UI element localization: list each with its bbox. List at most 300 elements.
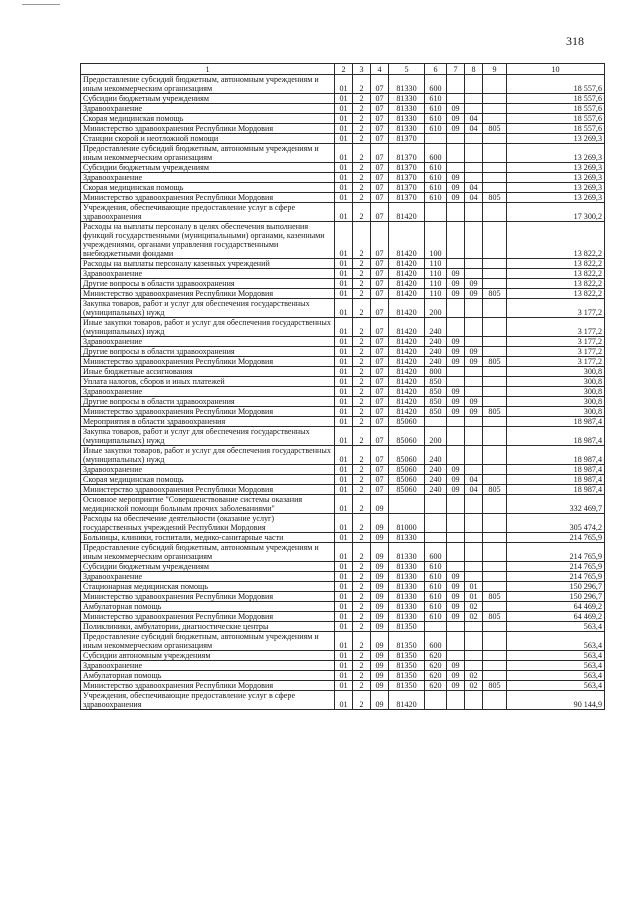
row-name-cell: Министерство здравоохранения Республики Мордовия xyxy=(81,289,335,299)
subsection-code-cell: 04 xyxy=(465,193,483,203)
program-code-cell: 01 xyxy=(335,104,353,114)
direction-code-cell: 81420 xyxy=(389,279,425,289)
expense-type-code-cell: 240 xyxy=(425,318,447,337)
expense-type-code-cell: 610 xyxy=(425,183,447,193)
subprogram-code-cell: 2 xyxy=(353,163,371,173)
expense-type-code-cell xyxy=(425,203,447,222)
program-code-cell: 01 xyxy=(335,612,353,622)
section-code-cell: 09 xyxy=(447,592,465,602)
subsection-code-cell: 09 xyxy=(465,357,483,367)
ministry-code-cell xyxy=(483,495,507,514)
section-code-cell xyxy=(447,533,465,543)
direction-code-cell: 81420 xyxy=(389,357,425,367)
subsection-code-cell xyxy=(465,622,483,632)
section-code-cell: 09 xyxy=(447,407,465,417)
table-row xyxy=(81,269,605,279)
event-code-cell: 07 xyxy=(371,318,389,337)
event-code-cell: 09 xyxy=(371,582,389,592)
event-code-cell: 07 xyxy=(371,289,389,299)
table-header-row xyxy=(81,64,605,75)
subsection-code-cell: 09 xyxy=(465,407,483,417)
row-name-cell: Здравоохранение xyxy=(81,337,335,347)
subsection-code-cell: 09 xyxy=(465,347,483,357)
program-code-cell: 01 xyxy=(335,347,353,357)
ministry-code-cell xyxy=(483,572,507,582)
section-code-cell xyxy=(447,377,465,387)
direction-code-cell: 81330 xyxy=(389,602,425,612)
subsection-code-cell xyxy=(465,163,483,173)
table-row xyxy=(81,485,605,495)
amount-cell: 18 987,4 xyxy=(507,485,605,495)
row-name-cell: Министерство здравоохранения Республики Мордовия xyxy=(81,124,335,134)
amount-cell: 3 177,2 xyxy=(507,318,605,337)
direction-code-cell: 81420 xyxy=(389,203,425,222)
direction-code-cell: 81330 xyxy=(389,124,425,134)
subprogram-code-cell: 2 xyxy=(353,367,371,377)
program-code-cell: 01 xyxy=(335,269,353,279)
amount-cell: 13 269,3 xyxy=(507,144,605,163)
amount-cell: 13 822,2 xyxy=(507,279,605,289)
ministry-code-cell xyxy=(483,514,507,533)
subsection-code-cell xyxy=(465,632,483,651)
direction-code-cell: 81370 xyxy=(389,144,425,163)
expense-type-code-cell xyxy=(425,533,447,543)
row-name-cell: Субсидии бюджетным учреждениям xyxy=(81,94,335,104)
direction-code-cell: 81350 xyxy=(389,622,425,632)
ministry-code-cell xyxy=(483,203,507,222)
column-header: 10 xyxy=(507,64,605,75)
subsection-code-cell xyxy=(465,367,483,377)
event-code-cell: 07 xyxy=(371,387,389,397)
subprogram-code-cell: 2 xyxy=(353,495,371,514)
row-name-cell: Министерство здравоохранения Республики Мордовия xyxy=(81,357,335,367)
table-row xyxy=(81,602,605,612)
subsection-code-cell xyxy=(465,387,483,397)
direction-code-cell: 81330 xyxy=(389,543,425,562)
subprogram-code-cell: 2 xyxy=(353,357,371,367)
amount-cell: 563,4 xyxy=(507,681,605,691)
row-name-cell: Министерство здравоохранения Республики Мордовия xyxy=(81,612,335,622)
direction-code-cell: 81330 xyxy=(389,75,425,94)
expense-type-code-cell: 610 xyxy=(425,582,447,592)
row-name-cell: Иные закупки товаров, работ и услуг для обеспечения государственных (муниципальных) нужд xyxy=(81,446,335,465)
direction-code-cell xyxy=(389,495,425,514)
expense-type-code-cell: 610 xyxy=(425,104,447,114)
amount-cell: 18 987,4 xyxy=(507,446,605,465)
subprogram-code-cell: 2 xyxy=(353,407,371,417)
event-code-cell: 07 xyxy=(371,397,389,407)
subsection-code-cell xyxy=(465,269,483,279)
ministry-code-cell xyxy=(483,259,507,269)
direction-code-cell: 81370 xyxy=(389,193,425,203)
subsection-code-cell xyxy=(465,465,483,475)
section-code-cell xyxy=(447,318,465,337)
direction-code-cell: 81330 xyxy=(389,533,425,543)
amount-cell: 13 269,3 xyxy=(507,163,605,173)
program-code-cell: 01 xyxy=(335,203,353,222)
expense-type-code-cell: 600 xyxy=(425,543,447,562)
table-row xyxy=(81,562,605,572)
subprogram-code-cell: 2 xyxy=(353,387,371,397)
event-code-cell: 09 xyxy=(371,651,389,661)
amount-cell: 3 177,2 xyxy=(507,299,605,318)
program-code-cell: 01 xyxy=(335,124,353,134)
event-code-cell: 09 xyxy=(371,572,389,582)
subprogram-code-cell: 2 xyxy=(353,417,371,427)
expense-type-code-cell: 240 xyxy=(425,465,447,475)
table-row xyxy=(81,582,605,592)
subprogram-code-cell: 2 xyxy=(353,514,371,533)
ministry-code-cell xyxy=(483,222,507,259)
subsection-code-cell xyxy=(465,299,483,318)
amount-cell: 300,8 xyxy=(507,387,605,397)
ministry-code-cell xyxy=(483,582,507,592)
row-name-cell: Другие вопросы в области здравоохранения xyxy=(81,347,335,357)
program-code-cell: 01 xyxy=(335,387,353,397)
subsection-code-cell xyxy=(465,134,483,144)
program-code-cell: 01 xyxy=(335,622,353,632)
amount-cell: 563,4 xyxy=(507,622,605,632)
direction-code-cell: 81370 xyxy=(389,134,425,144)
expense-type-code-cell: 610 xyxy=(425,193,447,203)
subprogram-code-cell: 2 xyxy=(353,533,371,543)
amount-cell: 300,8 xyxy=(507,407,605,417)
table-row xyxy=(81,612,605,622)
event-code-cell: 07 xyxy=(371,259,389,269)
amount-cell: 563,4 xyxy=(507,651,605,661)
program-code-cell: 01 xyxy=(335,377,353,387)
table-row xyxy=(81,387,605,397)
row-name-cell: Закупка товаров, работ и услуг для обеспечения государственных (муниципальных) нужд xyxy=(81,299,335,318)
amount-cell: 64 469,2 xyxy=(507,612,605,622)
section-code-cell: 09 xyxy=(447,661,465,671)
ministry-code-cell: 805 xyxy=(483,193,507,203)
event-code-cell: 07 xyxy=(371,417,389,427)
table-row xyxy=(81,407,605,417)
budget-table xyxy=(80,63,605,710)
program-code-cell: 01 xyxy=(335,681,353,691)
direction-code-cell: 81420 xyxy=(389,222,425,259)
subsection-code-cell xyxy=(465,94,483,104)
ministry-code-cell xyxy=(483,543,507,562)
page-number: 318 xyxy=(566,34,584,48)
expense-type-code-cell: 620 xyxy=(425,651,447,661)
amount-cell: 13 269,3 xyxy=(507,193,605,203)
subsection-code-cell xyxy=(465,651,483,661)
program-code-cell: 01 xyxy=(335,163,353,173)
row-name-cell: Основное мероприятие "Совершенствование системы оказания медицинской помощи больным прочих заболеваниями" xyxy=(81,495,335,514)
expense-type-code-cell: 100 xyxy=(425,222,447,259)
expense-type-code-cell: 200 xyxy=(425,427,447,446)
direction-code-cell: 81330 xyxy=(389,94,425,104)
section-code-cell: 09 xyxy=(447,104,465,114)
amount-cell: 300,8 xyxy=(507,377,605,387)
amount-cell: 13 269,3 xyxy=(507,173,605,183)
row-name-cell: Скорая медицинская помощь xyxy=(81,183,335,193)
program-code-cell: 01 xyxy=(335,144,353,163)
subprogram-code-cell: 2 xyxy=(353,651,371,661)
subsection-code-cell xyxy=(465,259,483,269)
subprogram-code-cell: 2 xyxy=(353,318,371,337)
event-code-cell: 07 xyxy=(371,104,389,114)
direction-code-cell: 85060 xyxy=(389,417,425,427)
subprogram-code-cell: 2 xyxy=(353,475,371,485)
table-row xyxy=(81,446,605,465)
section-code-cell xyxy=(447,691,465,710)
direction-code-cell: 85060 xyxy=(389,485,425,495)
expense-type-code-cell: 110 xyxy=(425,289,447,299)
amount-cell: 214 765,9 xyxy=(507,572,605,582)
subprogram-code-cell: 2 xyxy=(353,397,371,407)
column-header: 1 xyxy=(81,64,335,75)
program-code-cell: 01 xyxy=(335,446,353,465)
event-code-cell: 09 xyxy=(371,681,389,691)
event-code-cell: 09 xyxy=(371,592,389,602)
subprogram-code-cell: 2 xyxy=(353,183,371,193)
table-row xyxy=(81,114,605,124)
subprogram-code-cell: 2 xyxy=(353,543,371,562)
direction-code-cell: 81420 xyxy=(389,377,425,387)
expense-type-code-cell: 610 xyxy=(425,602,447,612)
ministry-code-cell xyxy=(483,632,507,651)
row-name-cell: Другие вопросы в области здравоохранения xyxy=(81,279,335,289)
subprogram-code-cell: 2 xyxy=(353,134,371,144)
event-code-cell: 07 xyxy=(371,485,389,495)
table-row xyxy=(81,427,605,446)
ministry-code-cell xyxy=(483,144,507,163)
amount-cell: 18 557,6 xyxy=(507,94,605,104)
program-code-cell: 01 xyxy=(335,495,353,514)
column-header: 8 xyxy=(465,64,483,75)
row-name-cell: Министерство здравоохранения Республики Мордовия xyxy=(81,407,335,417)
row-name-cell: Больницы, клиники, госпитали, медико-санитарные части xyxy=(81,533,335,543)
section-code-cell: 09 xyxy=(447,397,465,407)
ministry-code-cell xyxy=(483,671,507,681)
subsection-code-cell xyxy=(465,173,483,183)
section-code-cell: 09 xyxy=(447,475,465,485)
event-code-cell: 09 xyxy=(371,622,389,632)
subsection-code-cell xyxy=(465,572,483,582)
subprogram-code-cell: 2 xyxy=(353,602,371,612)
row-name-cell: Министерство здравоохранения Республики Мордовия xyxy=(81,193,335,203)
amount-cell: 17 300,2 xyxy=(507,203,605,222)
direction-code-cell: 81330 xyxy=(389,562,425,572)
column-header: 5 xyxy=(389,64,425,75)
subprogram-code-cell: 2 xyxy=(353,582,371,592)
program-code-cell: 01 xyxy=(335,318,353,337)
direction-code-cell: 85060 xyxy=(389,446,425,465)
amount-cell: 64 469,2 xyxy=(507,602,605,612)
section-code-cell: 09 xyxy=(447,114,465,124)
table-row xyxy=(81,337,605,347)
row-name-cell: Амбулаторная помощь xyxy=(81,602,335,612)
ministry-code-cell xyxy=(483,94,507,104)
section-code-cell: 09 xyxy=(447,289,465,299)
table-row xyxy=(81,124,605,134)
subsection-code-cell: 04 xyxy=(465,475,483,485)
direction-code-cell: 81420 xyxy=(389,397,425,407)
subsection-code-cell xyxy=(465,427,483,446)
section-code-cell: 09 xyxy=(447,582,465,592)
table-row xyxy=(81,465,605,475)
direction-code-cell: 81330 xyxy=(389,612,425,622)
amount-cell: 13 822,2 xyxy=(507,259,605,269)
section-code-cell xyxy=(447,299,465,318)
column-header: 2 xyxy=(335,64,353,75)
subprogram-code-cell: 2 xyxy=(353,75,371,94)
subprogram-code-cell: 2 xyxy=(353,612,371,622)
table-row xyxy=(81,533,605,543)
program-code-cell: 01 xyxy=(335,397,353,407)
subsection-code-cell: 01 xyxy=(465,582,483,592)
expense-type-code-cell: 850 xyxy=(425,377,447,387)
program-code-cell: 01 xyxy=(335,259,353,269)
subprogram-code-cell: 2 xyxy=(353,269,371,279)
program-code-cell: 01 xyxy=(335,193,353,203)
ministry-code-cell: 805 xyxy=(483,407,507,417)
direction-code-cell: 85060 xyxy=(389,475,425,485)
subsection-code-cell xyxy=(465,514,483,533)
direction-code-cell: 81420 xyxy=(389,269,425,279)
direction-code-cell: 81420 xyxy=(389,387,425,397)
expense-type-code-cell: 610 xyxy=(425,592,447,602)
amount-cell: 3 177,2 xyxy=(507,357,605,367)
direction-code-cell: 81000 xyxy=(389,514,425,533)
direction-code-cell: 81350 xyxy=(389,661,425,671)
subsection-code-cell xyxy=(465,203,483,222)
row-name-cell: Предоставление субсидий бюджетным, автономным учреждениям и иным некоммерческим организациям xyxy=(81,75,335,94)
table-row xyxy=(81,397,605,407)
direction-code-cell: 81420 xyxy=(389,318,425,337)
subprogram-code-cell: 2 xyxy=(353,124,371,134)
expense-type-code-cell: 240 xyxy=(425,446,447,465)
row-name-cell: Здравоохранение xyxy=(81,572,335,582)
program-code-cell: 01 xyxy=(335,279,353,289)
subprogram-code-cell: 2 xyxy=(353,114,371,124)
section-code-cell: 09 xyxy=(447,465,465,475)
direction-code-cell: 81330 xyxy=(389,582,425,592)
amount-cell: 18 557,6 xyxy=(507,75,605,94)
table-row xyxy=(81,661,605,671)
table-row xyxy=(81,75,605,94)
section-code-cell xyxy=(447,222,465,259)
direction-code-cell: 81420 xyxy=(389,691,425,710)
expense-type-code-cell: 620 xyxy=(425,671,447,681)
amount-cell: 214 765,9 xyxy=(507,562,605,572)
subprogram-code-cell: 2 xyxy=(353,203,371,222)
ministry-code-cell xyxy=(483,173,507,183)
direction-code-cell: 81420 xyxy=(389,337,425,347)
event-code-cell: 09 xyxy=(371,533,389,543)
program-code-cell: 01 xyxy=(335,514,353,533)
subprogram-code-cell: 2 xyxy=(353,562,371,572)
ministry-code-cell xyxy=(483,318,507,337)
table-row xyxy=(81,134,605,144)
amount-cell: 18 557,6 xyxy=(507,104,605,114)
expense-type-code-cell xyxy=(425,134,447,144)
section-code-cell: 09 xyxy=(447,337,465,347)
event-code-cell: 07 xyxy=(371,173,389,183)
expense-type-code-cell xyxy=(425,514,447,533)
event-code-cell: 07 xyxy=(371,279,389,289)
column-header: 7 xyxy=(447,64,465,75)
subsection-code-cell xyxy=(465,377,483,387)
event-code-cell: 09 xyxy=(371,671,389,681)
program-code-cell: 01 xyxy=(335,289,353,299)
amount-cell: 305 474,2 xyxy=(507,514,605,533)
expense-type-code-cell: 110 xyxy=(425,259,447,269)
section-code-cell: 09 xyxy=(447,124,465,134)
ministry-code-cell xyxy=(483,269,507,279)
subprogram-code-cell: 2 xyxy=(353,632,371,651)
ministry-code-cell xyxy=(483,104,507,114)
program-code-cell: 01 xyxy=(335,94,353,104)
expense-type-code-cell xyxy=(425,495,447,514)
section-code-cell: 09 xyxy=(447,681,465,691)
table-row xyxy=(81,279,605,289)
event-code-cell: 09 xyxy=(371,612,389,622)
subprogram-code-cell: 2 xyxy=(353,377,371,387)
table-row xyxy=(81,651,605,661)
direction-code-cell: 81350 xyxy=(389,632,425,651)
section-code-cell: 09 xyxy=(447,485,465,495)
subsection-code-cell xyxy=(465,562,483,572)
row-name-cell: Учреждения, обеспечивающие предоставление услуг в сфере здравоохранения xyxy=(81,691,335,710)
section-code-cell xyxy=(447,144,465,163)
amount-cell: 300,8 xyxy=(507,397,605,407)
subsection-code-cell xyxy=(465,417,483,427)
ministry-code-cell xyxy=(483,279,507,289)
program-code-cell: 01 xyxy=(335,75,353,94)
row-name-cell: Амбулаторная помощь xyxy=(81,671,335,681)
ministry-code-cell: 805 xyxy=(483,485,507,495)
program-code-cell: 01 xyxy=(335,114,353,124)
subsection-code-cell: 09 xyxy=(465,289,483,299)
subsection-code-cell xyxy=(465,318,483,337)
row-name-cell: Скорая медицинская помощь xyxy=(81,475,335,485)
expense-type-code-cell xyxy=(425,691,447,710)
expense-type-code-cell: 600 xyxy=(425,75,447,94)
amount-cell: 18 987,4 xyxy=(507,475,605,485)
section-code-cell xyxy=(447,259,465,269)
amount-cell: 18 557,6 xyxy=(507,124,605,134)
event-code-cell: 07 xyxy=(371,114,389,124)
subsection-code-cell: 02 xyxy=(465,602,483,612)
subsection-code-cell xyxy=(465,661,483,671)
column-header: 3 xyxy=(353,64,371,75)
direction-code-cell: 81420 xyxy=(389,299,425,318)
event-code-cell: 07 xyxy=(371,183,389,193)
direction-code-cell: 81420 xyxy=(389,367,425,377)
subprogram-code-cell: 2 xyxy=(353,94,371,104)
table-row xyxy=(81,222,605,259)
expense-type-code-cell: 240 xyxy=(425,485,447,495)
subprogram-code-cell: 2 xyxy=(353,337,371,347)
event-code-cell: 09 xyxy=(371,562,389,572)
direction-code-cell: 81420 xyxy=(389,289,425,299)
row-name-cell: Здравоохранение xyxy=(81,387,335,397)
amount-cell: 13 822,2 xyxy=(507,289,605,299)
expense-type-code-cell: 800 xyxy=(425,367,447,377)
section-code-cell xyxy=(447,367,465,377)
direction-code-cell: 81330 xyxy=(389,572,425,582)
column-header: 6 xyxy=(425,64,447,75)
expense-type-code-cell: 110 xyxy=(425,279,447,289)
event-code-cell: 07 xyxy=(371,337,389,347)
expense-type-code-cell: 240 xyxy=(425,357,447,367)
section-code-cell: 09 xyxy=(447,387,465,397)
ministry-code-cell xyxy=(483,691,507,710)
